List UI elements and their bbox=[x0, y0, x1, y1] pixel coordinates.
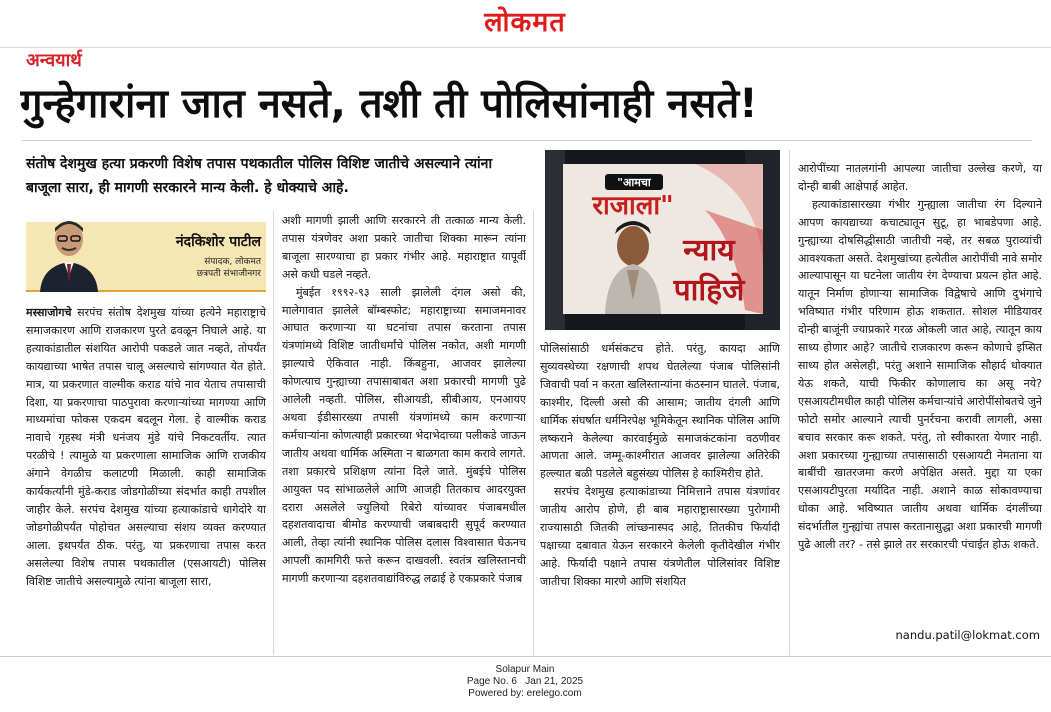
protest-photo bbox=[545, 150, 780, 330]
masthead bbox=[0, 0, 1051, 48]
column-kicker: अन्वयार्थ bbox=[26, 50, 82, 71]
paragraph: हत्याकांडासारख्या गंभीर गुन्ह्याला जातीचा रंग दिल्याने आपण कायद्याच्या कचाट्यातून सुटू, हा भाबडेपणा आहे. गुन्ह्याच्या दोषसिद्धीसाठी जातीची नव्हे, तर सबळ पुराव्यांची आवश्यकता असते. देशमुखांच्या हत्येतील आरोपींची नावे समोर आल्यापासून या घटनेला जातीय रंग देण्याचा प्रयत्न होत आहे. यातून निर्माण होणाऱ्या सामाजिक विद्वेषाचे आणि दुभंगाचे भविष्यात गंभीर परिणाम होऊ शकतात. सोशल मीडियावर दोन्ही बाजूंनी ज्याप्रकारे गरळ ओकली जात आहे, त्यातून काय साध्य होणार आहे? जातीचे राजकारण करून कोणाचे इप्सित साध्य होत असेलही, परंतु अशाने सामाजिक सौहार्द धोक्यात येऊ शकते, याची फिकीर कोणालाच का असू नये? एसआयटीमधील काही पोलिस कर्मचाऱ्यांचे आरोपींसोबतचे जुने फोटो समोर आल्याने त्याची पुनर्रचना करावी लागली, असा बचाव सरकार करू शकते. परंतु, तो स्वीकारता येणार नाही. अशा प्रकारच्या गुन्ह्याच्या तपासासाठी एसआयटी नेमताना या बाबींची खातरजमा करणे अपेक्षित असते. मुद्दा या एका एसआयटीपुरता मर्यादित नाही. अशाने काळ सोकावण्याचा धोका आहे. भविष्यात जातीय अथवा धार्मिक दंगलींच्या संदर्भातील गुन्ह्यांचा तपास करतानासुद्धा अशा प्रकारची मागणी पुढे आली तर? - तसे झाले तर सरकारची पंचाईत होऊ शकते. bbox=[798, 197, 1042, 552]
author-email: nandu.patil@lokmat.com bbox=[895, 628, 1040, 642]
deck-summary: संतोष देशमुख हत्या प्रकरणी विशेष तपास पथकातील पोलिस विशिष्ट जातीचे असल्याने त्यांना बाजूला सारा, ही मागणी सरकारने मान्य केली. हे धोक्याचे आहे. bbox=[26, 156, 493, 196]
page-info bbox=[400, 676, 650, 688]
paragraph: आरोपींच्या नातलगांनी आपल्या जातीचा उल्लेख करणे, या दोन्ही बाबी आक्षेपार्ह आहेत. bbox=[798, 162, 1042, 193]
powered-by: Powered by: erelego.com bbox=[468, 688, 582, 699]
article-column-2 bbox=[282, 212, 526, 656]
column-divider bbox=[273, 210, 274, 655]
author-portrait-icon bbox=[36, 214, 102, 292]
column-divider bbox=[533, 210, 534, 655]
author-role bbox=[116, 256, 261, 280]
paragraph: मुंबईत १९९२-९३ साली झालेली दंगल असो की, मालेगावात झालेले बॉम्बस्फोट; महाराष्ट्राच्या समाजमनावर आघात करणाऱ्या या घटनांचा तपास करताना तपास यंत्रणांमध्ये विशिष्ट जातीधर्मांचे पोलिस नकोत, अशी मागणी झाल्याचे ऐकिवात नाही. किंबहुना, आजवर झालेल्या कोणत्याच गुन्ह्याच्या तपासाबाबत अशा प्रकारची मागणी पुढे आलेली नव्हती. पोलिस, सीआयडी, सीबीआय, एनआयए अथवा ईडीसारख्या तपासी यंत्रणांमध्ये काम करणाऱ्या कर्मचाऱ्यांना कोणत्याही प्रकारच्या भेदाभेदाच्या पलीकडे जाऊन जातीय अथवा धार्मिक अस्मिता न बाळगता काम करावे लागते. तशा प्रकारचे प्रशिक्षण त्यांना दिले जाते. मुंबईचे पोलिस आयुक्त पद सांभाळलेले आणि आजही तितकाच आदरयुक्त दरारा असलेले ज्युलियो रिबेरो यांच्यावर पंजाबमधील दहशतवादाचा बीमोड करण्याची जबाबदारी सुपूर्द करण्यात आली, तेव्हा त्यांनी स्थानिक पोलिस दलास विश्वासात घेऊनच आपली कामगिरी फत्ते करून दाखवली. स्वतंत्र खलिस्तानची मागणी करणाऱ्या दहशतवाद्यांविरुद्ध लढाई हे एकप्रकारे पंजाब bbox=[282, 285, 526, 586]
paragraph: पोलिसांसाठी धर्मसंकटच होते. परंतु, कायदा आणि सुव्यवस्थेच्या रक्षणाची शपथ घेतलेल्या पंजाब पोलिसांनी जिवाची पर्वा न करता खलिस्तान्यांना कंठस्नान घातले. पंजाब, काश्मीर, दिल्ली असो की आसाम; जातीय दंगली आणि धार्मिक संघर्षात धर्मनिरपेक्ष भूमिकेतून स्थानिक पोलिस आणि लष्कराने केलेल्या कारवाईमुळे समाजकंटकांना वठणीवर आणता आले. जम्मू-काश्मीरात आजवर झालेल्या अतिरेकी हल्ल्यात बळी पडलेले बहुसंख्य पोलिस हे काश्मिरीच होते. bbox=[540, 342, 780, 481]
page-number: Page No. 6 bbox=[466, 676, 517, 687]
article-column-3 bbox=[540, 340, 780, 656]
banner-text-main-1: न्याय bbox=[683, 233, 735, 268]
protest-banner-image bbox=[545, 150, 780, 330]
headline-rule bbox=[22, 140, 1032, 141]
author-name: नंदकिशोर पाटील bbox=[175, 234, 261, 250]
byline-box bbox=[26, 222, 266, 292]
banner-text-mid: राजाला" bbox=[592, 191, 674, 221]
banner-text-top: "आमचा bbox=[617, 176, 651, 189]
page-date: Jan 21, 2025 bbox=[525, 676, 584, 687]
paragraph: सरपंच देशमुख हत्याकांडाच्या निमित्ताने तपास यंत्रणांवर जातीय आरोप होणे, ही बाब महाराष्ट्रासारख्या पुरोगामी राज्यासाठी जितकी लांच्छनास्पद आहे, तितकीच फिर्यादी पक्षाच्या दबावात येऊन सरकारने केलेली कृतीदेखील गंभीर आहे. फिर्यादी पक्षाने तपास यंत्रणेतील पोलिसांवर विशिष्ट जातीचा शिक्का मारणे आणि संशयित bbox=[540, 485, 780, 588]
footer-rule bbox=[0, 656, 1051, 657]
article-column-4 bbox=[798, 160, 1042, 630]
lead-word: मस्साजोगचे bbox=[26, 306, 72, 319]
paragraph: अशी मागणी झाली आणि सरकारने ती तत्काळ मान्य केली. तपास यंत्रणेवर अशा प्रकारे जातीचा शिक्का मारून त्यांना बाजूला सारण्याचा हा प्रकार गंभीर आहे. महाराष्ट्रात यापूर्वी असे कधी घडले नव्हते. bbox=[282, 214, 526, 281]
article-column-1 bbox=[26, 304, 266, 656]
column-1-text: सरपंच संतोष देशमुख यांच्या हत्येने महाराष्ट्राचे समाजकारण आणि राजकारण पुरते ढवळून निघाले आहे. या हत्याकांडातील संशयित आरोपी पकडले जात नव्हते, तोपर्यंत कायद्याच्या भाषेत तपास चालू असल्याचे सांगण्यात येत होते. मात्र, या प्रकरणात वाल्मीक कराड यांचे नाव येताच तपासाची दिशा, या प्रकरणाचा पाठपुरावा करणाऱ्यांच्या मागण्या आणि माध्यमांचा फोकस एकदम बदलून गेला. हे वाल्मीक कराड नावाचे गृहस्थ मंत्री धनंजय मुंडे यांचे निकटवर्तीय. त्यात परळीचे ! त्यामुळे या प्रकरणाला सामाजिक आणि राजकीय अंगाने वेगळीच कलाटणी मिळाली. काही सामाजिक कार्यकर्त्यांनी मुंडे-कराड जोडगोळीच्या संदर्भात काही तपशील जाहीर केले. सरपंच देशमुख यांच्या हत्याकांडाचे धागेदोरे या जोडगोळीपर्यंत पोहोचत असल्याचा संशय व्यक्त करण्यात आला. इथपर्यंत ठीक. परंतु, या प्रकरणाचा तपास करत असलेल्या विशेष तपास पथकातील (एसआयटी) पोलिस विशिष्ट जातीचे असल्यामुळे त्यांना बाजूला सारा, bbox=[26, 306, 266, 588]
author-title: संपादक, लोकमत bbox=[204, 257, 261, 267]
lokmat-logo: लोकमत bbox=[484, 7, 566, 38]
banner-text-main-2: पाहिजे bbox=[673, 273, 745, 308]
page-footer bbox=[400, 664, 650, 700]
edition-name: Solapur Main bbox=[495, 664, 555, 675]
headline: गुन्हेगारांना जात नसते, तशी ती पोलिसांनाही नसते! bbox=[20, 81, 758, 127]
author-location: छत्रपती संभाजीनगर bbox=[196, 269, 261, 279]
column-divider bbox=[789, 150, 790, 655]
